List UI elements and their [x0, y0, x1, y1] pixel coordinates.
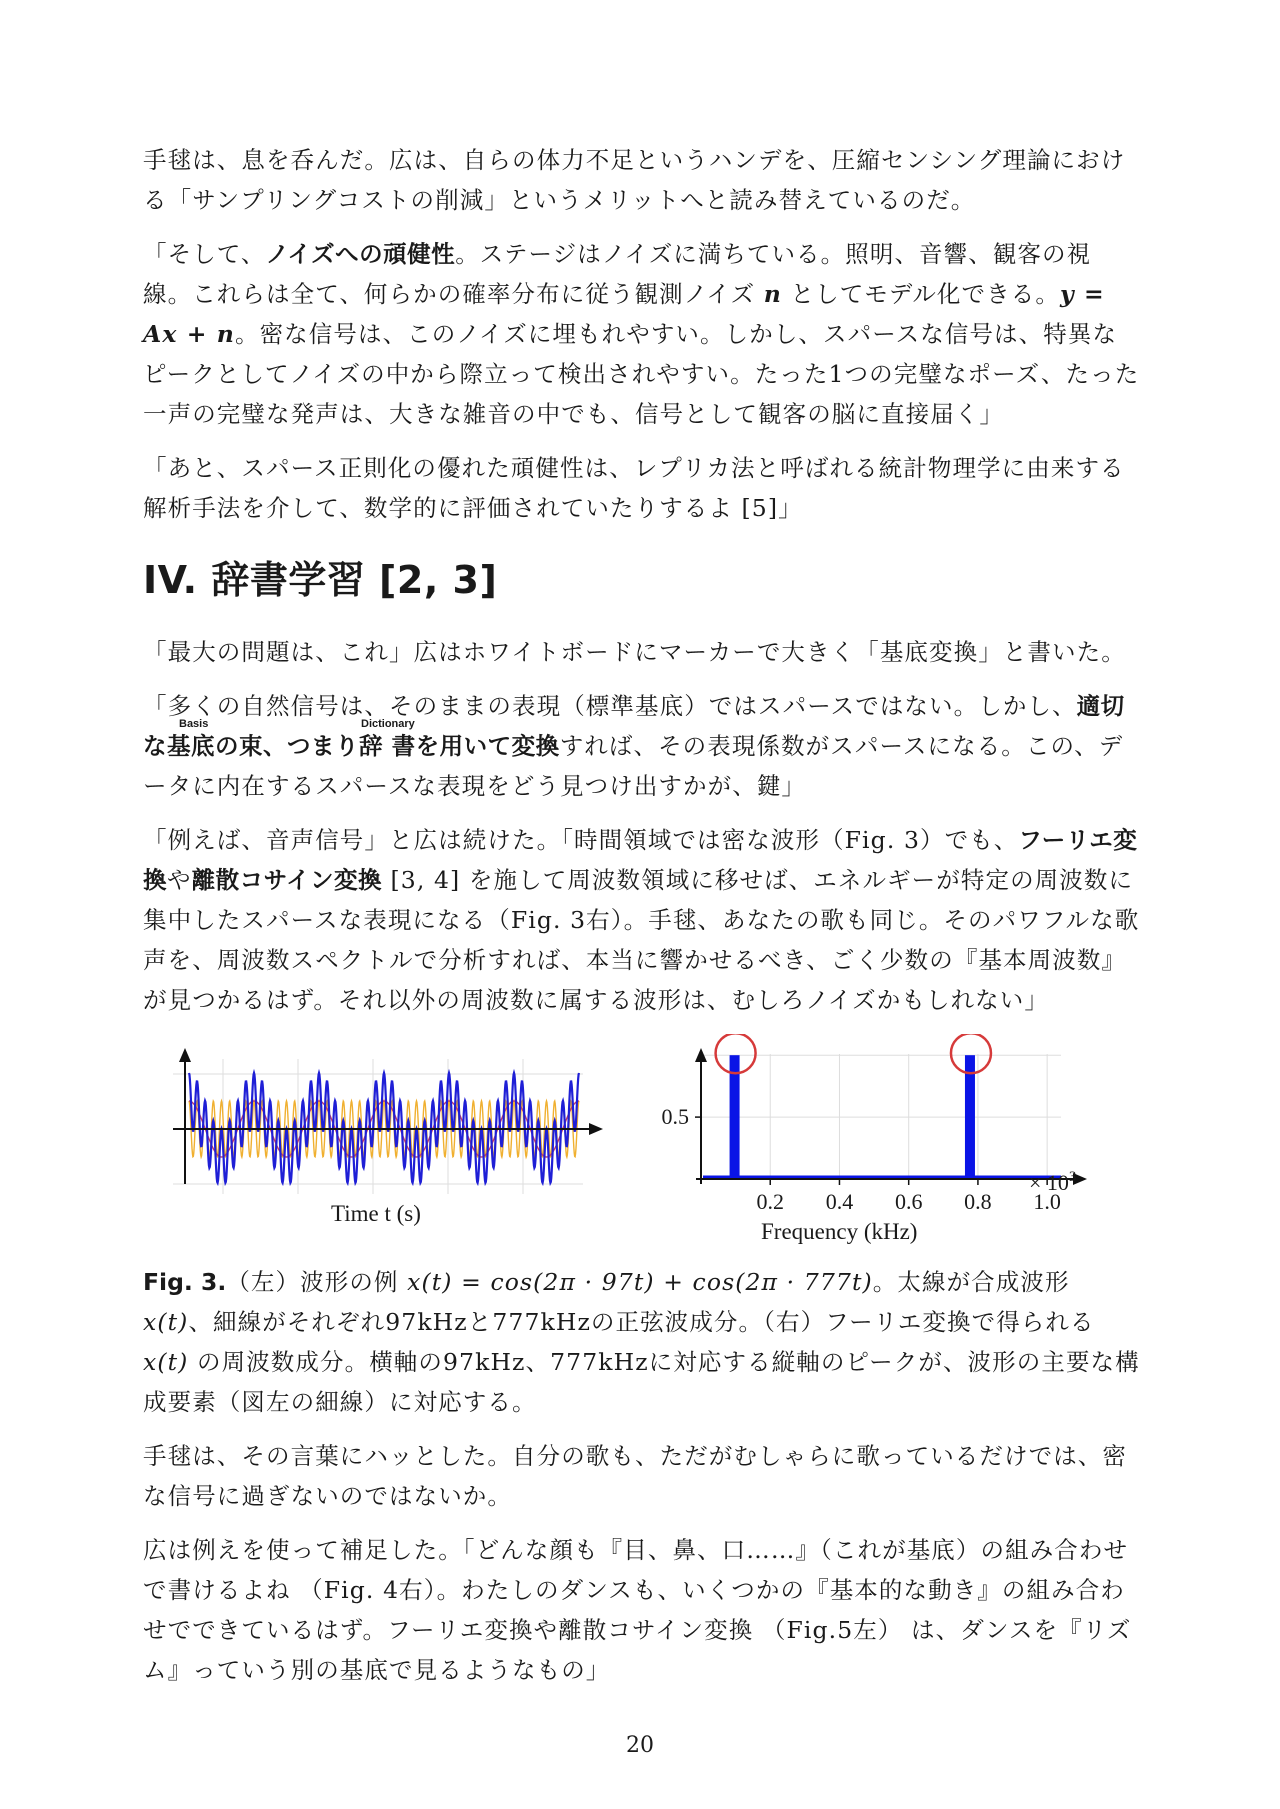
text: 「そして、: [143, 240, 266, 268]
text: 「多くの自然信号は、そのままの表現（標準基底）ではスパースではない。しかし、: [143, 692, 1077, 720]
x-tick-label: 0.6: [894, 1189, 923, 1214]
bold-term: な基底の束、つまり辞 書を用いて変換: [143, 732, 560, 760]
page-body: [143, 140, 1140, 1704]
figure-caption: [143, 1262, 1140, 1422]
math-symbol: x(t): [143, 1348, 189, 1376]
x-multiplier-exponent: 3: [1068, 1169, 1077, 1185]
page-number: 20: [626, 1733, 654, 1758]
ruby-line: [143, 718, 560, 760]
x-axis-arrow: [589, 1123, 603, 1135]
spectrum-chart: [621, 1034, 1141, 1262]
text: や: [167, 866, 192, 894]
bold-term: フーリエ変換: [143, 826, 1138, 894]
x-tick-label: 0.8: [964, 1189, 992, 1214]
x-axis-label: Frequency (kHz): [761, 1219, 918, 1244]
y-axis-arrow: [179, 1048, 191, 1062]
text: すれば、その表現係数がスパースになる。この、データに内在するスパースな表現をどう見つけ出すかが、鍵」: [143, 732, 1124, 800]
text: 、細線がそれぞれ97kHzと777kHzの正弦波成分。（右）フーリエ変換で得られる: [188, 1308, 1095, 1336]
paragraph: 広は例えを使って補足した。「どんな顔も『目、鼻、口……』（これが基底）の組み合わせで書けるよね （Fig. 4右）。わたしのダンスも、いくつかの『基本的な動き』の組み合わせでできているはず。フーリエ変換や離散コサイン変換 （Fig.5左） は、ダンスを『リズム』っていう別の基底で見るようなもの」: [143, 1536, 1132, 1684]
text: 。密な信号は、このノイズに埋もれやすい。しかし、スパースな信号は、特異なピークとしてノイズの中から際立って検出されやすい。たった1つの完璧なポーズ、たった一声の完璧な発声は、大きな雑音の中でも、信号として観客の脳に直接届く」: [143, 320, 1140, 428]
bold-term: 離散コサイン変換: [191, 866, 382, 894]
paragraph: 手毬は、息を呑んだ。広は、自らの体力不足というハンデを、圧縮センシング理論における「サンプリングコストの削減」というメリットへと読み替えているのだ。: [143, 146, 1126, 214]
section-heading: IV. 辞書学習 [2, 3]: [143, 558, 498, 602]
figure-label: Fig. 3.: [143, 1268, 227, 1296]
paragraph: 「あと、スパース正則化の優れた頑健性は、レプリカ法と呼ばれる統計物理学に由来する解析手法を介して、数学的に評価されていたりするよ [5]」: [143, 454, 1125, 522]
x-multiplier: [1029, 1169, 1076, 1195]
ruby-basis: Basis: [179, 718, 209, 730]
x-tick-label: 0.4: [825, 1189, 854, 1214]
paragraph-basis: [143, 686, 1140, 806]
ruby-dictionary: Dictionary: [361, 718, 415, 730]
x-tick-label: 1.0: [1033, 1189, 1061, 1214]
x-axis-label: Time t (s): [331, 1201, 421, 1226]
bold-term: ノイズへの頑健性: [265, 240, 456, 268]
x-multiplier-base: × 10: [1029, 1170, 1069, 1195]
text: としてモデル化できる。: [781, 280, 1060, 308]
y-tick-label: 0.5: [661, 1104, 689, 1130]
math-equation: x(t) = cos(2π · 97t) + cos(2π · 777t): [407, 1268, 873, 1296]
paragraph-robustness: [143, 234, 1140, 434]
text: 。太線が合成波形: [872, 1268, 1070, 1296]
text: 。ステージはノイズに満ちている。照明、音響、観客の視線。これらは全て、何らかの確率分布に従う観測ノイズ: [143, 240, 1092, 308]
figure-3: [143, 1034, 1140, 1262]
waveform-chart: [163, 1034, 613, 1262]
math-symbol: x(t): [143, 1308, 189, 1336]
paragraph: 手毬は、その言葉にハッとした。自分の歌も、ただがむしゃらに歌っているだけでは、密な信号に過ぎないのではないか。: [143, 1442, 1127, 1510]
x-tick-label: 0.2: [756, 1189, 784, 1214]
text: （左）波形の例: [226, 1268, 408, 1296]
text: 「例えば、音声信号」と広は続けた。「時間領域では密な波形（Fig. 3）でも、: [143, 826, 1019, 854]
text: [3, 4] を施して周波数領域に移せば、エネルギーが特定の周波数に集中したスパースな表現になる（Fig. 3右）。手毬、あなたの歌も同じ。そのパワフルな歌声を、周波数スペクトルで分析すれば、本当に響かせるべき、ごく少数の『基本周波数』が見つかるはず。それ以外の周波数に属する波形は、むしろノイズかもしれない」: [143, 866, 1140, 1014]
bold-term: 適切: [1076, 692, 1125, 720]
math-symbol: n: [763, 280, 782, 308]
math-equation: y = Ax + n: [143, 280, 1105, 348]
paragraph-fourier: [143, 820, 1140, 1020]
paragraph: 「最大の問題は、これ」広はホワイトボードにマーカーで大きく「基底変換」と書いた。: [143, 638, 1126, 666]
text: の周波数成分。横軸の97kHz、777kHzに対応する縦軸のピークが、波形の主要な構成要素（図左の細線）に対応する。: [143, 1348, 1140, 1416]
